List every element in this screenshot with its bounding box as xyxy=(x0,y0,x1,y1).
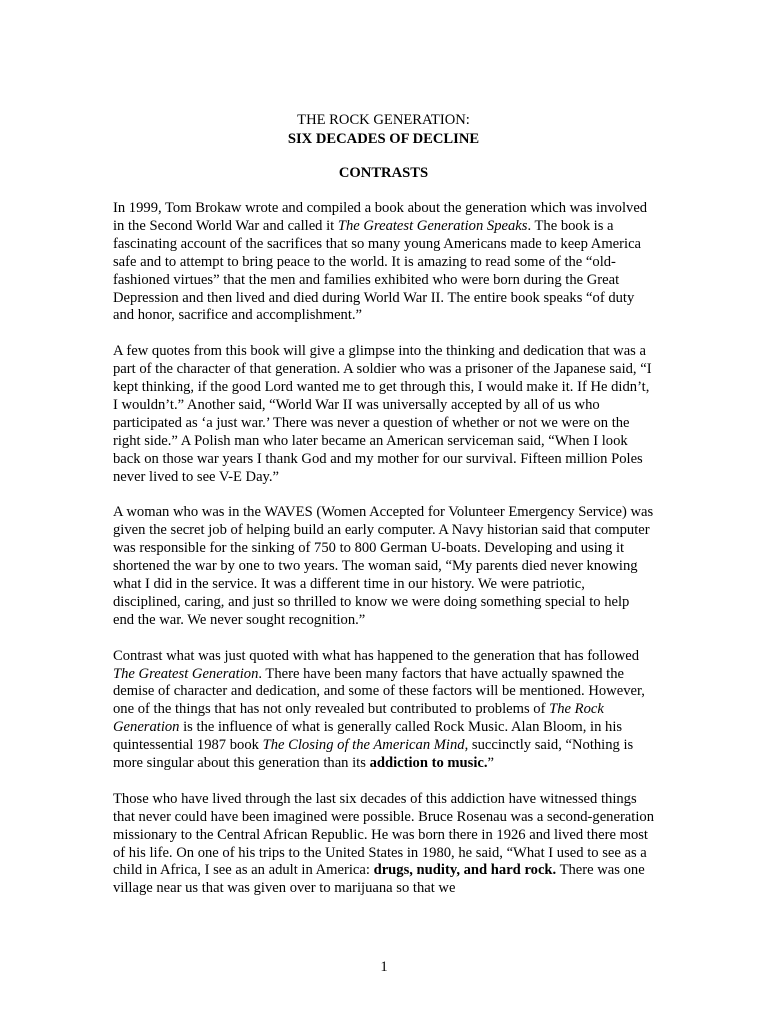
text-run: A few quotes from this book will give a glimpse into the thinking and dedication that was a part of the character of that generation. A soldier who was a prisoner of the Japanese said, “I kept thinking, if the good Lord wanted me to get through this, I would make it. If He didn’t, I wouldn’t.” Another said, “World War II was universally accepted by all of us who participated as ‘a just war.’ There was never a question of whether or not we were on the right side.” A Polish man who later became an American serviceman said, “When I look back on those war years I thank God and my mother for our survival. Fifteen million Poles never lived to see V-E Day.” xyxy=(113,343,652,485)
paragraph xyxy=(113,200,654,325)
bold-text: drugs, nudity, and hard rock. xyxy=(373,862,557,879)
text-run: ” xyxy=(487,755,495,772)
paragraph xyxy=(113,791,654,898)
section-heading: CONTRASTS xyxy=(338,165,429,181)
text-run: In 1999, Tom Brokaw wrote and compiled a book about the generation which was involved in the Second World War and called it xyxy=(113,200,648,234)
title-line-1: THE ROCK GENERATION: xyxy=(297,112,470,128)
italic-text: The Greatest Generation xyxy=(113,665,259,682)
text-run: A woman who was in the WAVES (Women Accepted for Volunteer Emergency Service) was given the secret job of helping build an early computer. A Navy historian said that computer was responsible for the sinking of 750 to 800 German U-boats. Developing and using it shortened the war by one to two years. The woman said, “My parents died never knowing what I did in the service. It was a different time in our history. We were patriotic, disciplined, caring, and just so thrilled to know we were doing something special to help end the war. We never sought recognition.” xyxy=(113,504,654,628)
italic-text: The Closing of the American Mind xyxy=(262,737,465,754)
text-run: . There have been many factors that have actually spawned the demise of character and dedication, and some of these factors will be mentioned. However, one of the things that has not only revealed but contributed to problems of xyxy=(113,665,645,718)
text-run: is the influence of what is generally called Rock Music. Alan Bloom, in his quintessential 1987 book xyxy=(113,719,623,754)
paragraph xyxy=(113,504,654,629)
text-run: Those who have lived through the last six decades of this addiction have witnessed things that never could have been imagined were possible. Bruce Rosenau was a second-generation missionary to the Central African Republic. He was born there in 1926 and lived there most of his life. On one of his trips to the United States in 1980, he said, “What I used to see as a child in Africa, I see as an adult in America: xyxy=(113,790,654,879)
text-run: Contrast what was just quoted with what has happened to the generation that has followed xyxy=(113,647,640,664)
text-run: , succinctly said, “Nothing is more singular about this generation than its xyxy=(113,737,634,772)
text-run: There was one village near us that was given over to marijuana so that we xyxy=(113,862,645,897)
italic-text: The Rock Generation xyxy=(113,701,604,736)
document-title xyxy=(113,111,654,149)
document-body xyxy=(113,200,654,916)
page-number: 1 xyxy=(380,959,388,975)
title-line-2: SIX DECADES OF DECLINE xyxy=(287,131,480,147)
text-run: . The book is a fascinating account of the sacrifices that so many young Americans made to keep America safe and to attempt to bring peace to the world. It is amazing to read some of the “old-fashioned virtues” that the men and families exhibited who were born during the Great Depression and then lived and died during World War II. The entire book speaks “of duty and honor, sacrifice and accomplishment.” xyxy=(113,217,642,324)
italic-text: The Greatest Generation Speaks xyxy=(337,217,528,234)
paragraph xyxy=(113,343,654,486)
bold-text: addiction to music. xyxy=(369,755,488,772)
paragraph xyxy=(113,648,654,773)
